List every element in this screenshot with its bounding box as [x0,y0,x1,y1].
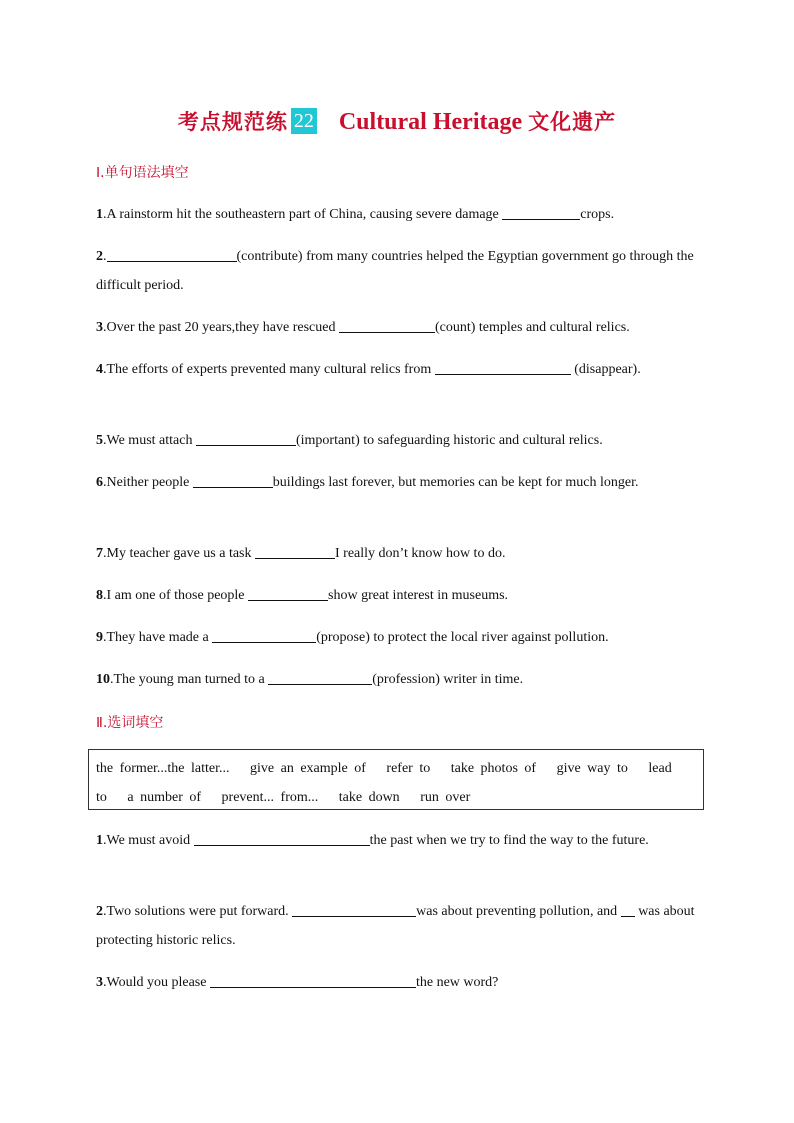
question-number: 7 [96,546,103,561]
question-text: I really don’t know how to do. [335,546,506,561]
title-english: Cultural Heritage [338,109,529,135]
word-bank-item: lead to [96,761,672,805]
word-bank-item: refer to [386,761,431,776]
answer-blank[interactable] [212,628,316,643]
question-1-7 [96,539,696,568]
question-1-10 [96,665,696,694]
section-1-heading [96,162,189,182]
question-text: .Neither people [103,475,193,490]
question-number: 4 [96,362,103,377]
question-1-1 [96,200,696,229]
page-title [0,106,794,136]
question-number: 3 [96,975,103,990]
question-text: (count) temples and cultural relics. [434,320,630,335]
word-bank-item: give way to [556,761,628,776]
answer-blank[interactable] [435,360,571,375]
section-2-heading [96,712,163,732]
answer-blank[interactable] [502,205,580,220]
question-number: 2 [96,249,103,264]
question-text: .I am one of those people [103,588,249,603]
question-text: .The efforts of experts prevented many cultural relics from [103,362,435,377]
question-1-3 [96,313,696,342]
answer-blank[interactable] [210,973,416,988]
question-text: show great interest in museums. [328,588,509,603]
answer-blank[interactable] [292,902,416,917]
title-cn-suffix: 文化遗产 [528,110,617,134]
section-2-label: .选词填空 [102,715,164,731]
question-text: .My teacher gave us a task [103,546,255,561]
question-number: 5 [96,433,103,448]
question-text: . [103,249,107,264]
question-text: .The young man turned to a [110,672,269,687]
question-1-5 [96,426,696,455]
answer-blank[interactable] [248,586,328,601]
question-text: (propose) to protect the local river against pollution. [316,630,609,645]
answer-blank[interactable] [193,473,273,488]
word-bank-item: take down [338,790,400,805]
question-2-1 [96,826,696,855]
question-text: .We must avoid [103,833,194,848]
answer-blank[interactable] [268,670,372,685]
question-1-8 [96,581,696,610]
answer-blank[interactable] [255,544,335,559]
question-1-9 [96,623,696,652]
question-1-6 [96,468,696,497]
word-bank-item: give an example of [250,761,366,776]
word-bank-item: prevent... from... [221,790,319,805]
question-text: the past when we try to find the way to the future. [369,833,649,848]
section-2-roman: Ⅱ [96,716,103,731]
section-1-roman: Ⅰ [96,166,101,181]
word-bank-box [88,749,704,810]
answer-blank[interactable] [339,318,435,333]
question-number: 1 [96,833,103,848]
title-cn-prefix: 考点规范练 [177,110,288,134]
lesson-number-badge: 22 [291,108,317,134]
question-text: .A rainstorm hit the southeastern part of China, causing severe damage [103,207,503,222]
question-2-2 [96,897,696,955]
question-number: 3 [96,320,103,335]
question-number: 10 [96,672,110,687]
question-number: 1 [96,207,103,222]
word-bank-item: a number of [127,790,202,805]
answer-blank[interactable] [196,431,296,446]
answer-blank[interactable] [621,902,635,917]
question-text: the new word? [415,975,499,990]
question-text: (profession) writer in time. [372,672,524,687]
word-bank-item: take photos of [450,761,537,776]
question-text: was about protecting historic relics. [96,904,695,948]
word-bank-item: the former...the latter... [96,761,230,776]
section-1-label: .单句语法填空 [100,165,189,181]
question-number: 8 [96,588,103,603]
question-text: buildings last forever, but memories can be kept for much longer. [272,475,639,490]
question-number: 6 [96,475,103,490]
question-2-3 [96,968,696,997]
question-number: 9 [96,630,103,645]
question-1-2 [96,242,696,300]
question-text: (contribute) from many countries helped the Egyptian government go through the difficult period. [96,249,694,293]
question-text: .Would you please [103,975,210,990]
question-number: 2 [96,904,103,919]
question-1-4 [96,355,696,384]
question-text: .Over the past 20 years,they have rescued [103,320,339,335]
question-text: .We must attach [103,433,196,448]
question-text: (disappear). [570,362,641,377]
question-text: was about preventing pollution, and [416,904,621,919]
question-text: (important) to safeguarding historic and cultural relics. [295,433,603,448]
question-text: .They have made a [103,630,213,645]
question-text: .Two solutions were put forward. [103,904,293,919]
word-bank-item: run over [420,790,471,805]
question-text: crops. [580,207,615,222]
answer-blank[interactable] [194,831,370,846]
answer-blank[interactable] [107,247,237,262]
